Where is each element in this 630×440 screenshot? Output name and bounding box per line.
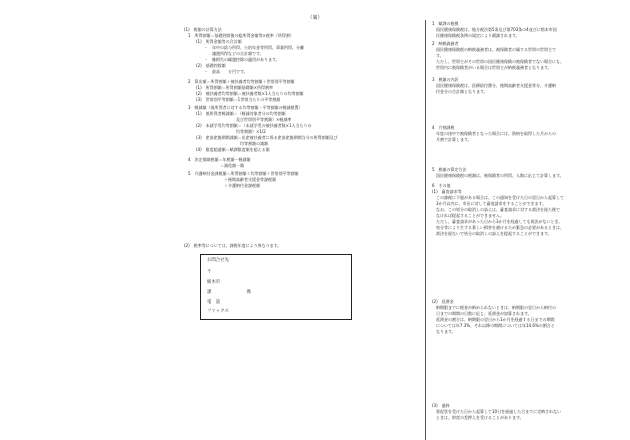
right-line: なければ提起することができません。 — [432, 213, 505, 218]
left-line: (1) 所得金額等の合計額 — [196, 39, 242, 44]
left-line: ・ 雑損失の繰越控除の適用があります。 — [204, 57, 280, 62]
right-line: ときは、財産の差押えを受けることがあります。 — [432, 415, 524, 420]
right-line: す。 — [432, 53, 444, 58]
right-line: 年度の途中で被保険者となった場合には、資格を取得した月からの — [432, 131, 556, 136]
right-line: (3) 過料 — [432, 403, 450, 408]
left-line: (1) 所得割額＝所得割額基礎額×所得割率 — [196, 85, 274, 90]
right-line: なります。 — [432, 329, 456, 334]
left-line: 2 算出額＝所得割額＋被扶養者均等割額＋世帯別平等割額 — [188, 79, 295, 84]
right-line: 国民健康保険税は、医療給付費分、後期高齢者支援金等分、介護納 — [432, 83, 556, 88]
left-line: ＋後期高齢者支援金等課税額 — [188, 177, 276, 182]
right-line: 督促状を受けた日から起算して10日を経過した日までに完納されない — [432, 409, 562, 414]
right-line: 民健康保険税条例の規定により賦課されます。 — [432, 33, 520, 38]
right-line: 国民健康保険税の税額は、被保険者の所得、人数に応じて計算します。 — [432, 173, 564, 178]
left-line: (2) 基礎控除額 — [196, 63, 226, 68]
left-line: (1) 税額の計算方法 — [184, 27, 222, 32]
right-line: 世帯内に被保険者がいる場合は世帯主が納税義務者となります。 — [432, 65, 552, 70]
left-line: 5 介護納付金課税額＝所得割額＋均等割額＋世帯別平等割額 — [188, 171, 299, 176]
contact-tel: 電 話 — [207, 300, 221, 305]
contact-dept: 課 係 — [207, 290, 251, 295]
left-line: ・ 最高 万円です。 — [204, 69, 248, 74]
left-line: 4 決定保険税額＝年税額－軽減額 — [188, 157, 251, 162]
contact-title: お問合せ先 — [207, 258, 229, 263]
left-line: (2) 未就学児均等割額＝（未就学児の被扶養者数×1人当たりの — [196, 123, 312, 128]
right-line: 月割で計算します。 — [432, 137, 472, 142]
right-line: 4 月割課税 — [432, 125, 455, 130]
contact-postal: 〒 — [207, 270, 212, 275]
left-line: ・ 年中の給与所得、公的年金等所得、事業所得、分離 — [204, 45, 304, 50]
left-line: 3 軽減額（低所得者に対する均等割額・平等割額の軽減措置） — [188, 105, 303, 110]
right-line: 国民健康保険税の納税義務者は、被保険者の属する世帯の世帯主で — [432, 47, 556, 52]
contact-box — [200, 254, 352, 320]
right-line: 5 税額の算定方法 — [432, 167, 467, 172]
right-line: 3か月以内に、市長に対して審査請求をすることができます。 — [432, 201, 547, 206]
left-line: 均等割額）×1/2 — [196, 129, 266, 134]
contact-fax: ファックス — [207, 309, 229, 314]
right-line: 納期限までに税金が納められないときは、納期限の翌日から納付の — [432, 305, 556, 310]
contact-office: 栃木市 — [207, 280, 221, 285]
left-line: (2) 被扶養者均等割額＝被扶養者数×1人当たりの均等割額 — [196, 91, 304, 96]
right-line: 裁決を経ないで処分の取消しの訴えを提起することができます。 — [432, 231, 552, 236]
right-line: 2 納税義務者 — [432, 41, 459, 46]
right-line: 処分等により生ずる著しい損害を避けるため緊急の必要があるときは、 — [432, 225, 564, 230]
left-line: ＝減免額－額 — [188, 163, 244, 168]
right-line: 国民健康保険税は、地方税法第5条及び第703条の4並びに栃木市国 — [432, 27, 557, 32]
left-line: (4) 限度超過額＝賦課限度額を超える額 — [196, 147, 270, 152]
right-line: 3 税額の内訳 — [432, 77, 459, 82]
right-line: 日までの期間の日数に応じ、延滞金が加算されます。 — [432, 311, 532, 316]
right-line: 延滞金の割合は、納期限の翌日から1か月を経過する日までの期間 — [432, 317, 555, 322]
left-line: 1 所得割額＝基礎控除後の総所得金額等×税率（所得割） — [188, 33, 294, 38]
left-line: (3) 産前産後期間減額＝出産被扶養者に係る産前産後期間当分の所得割額及び — [196, 135, 338, 140]
page-header: （裏） — [307, 15, 323, 21]
left-line: ＋介護納付金課税額 — [188, 183, 260, 188]
right-line: 6 その他 — [432, 183, 451, 188]
left-line: 均等割額の減額 — [196, 141, 268, 146]
right-line: ただし、審査請求があった日から3か月を経過しても裁決がないとき、 — [432, 219, 563, 224]
left-line: 及び世帯別平等割額）×軽減率 — [196, 117, 292, 122]
right-line: (2) 延滞金 — [432, 299, 454, 304]
right-line: については年7.3%、それ以降の期間については年14.6%の割合と — [432, 323, 555, 328]
left-line: (3) 世帯別平等割額＝1世帯当たりの平等割額 — [196, 97, 281, 102]
left-line: (1) 低所得者軽減額＝（軽減対象者分の均等割額 — [196, 111, 286, 116]
right-line: なお、この処分の取消しの訴えは、審査請求に対する裁決を経た後で — [432, 207, 560, 212]
right-line: この課税に不服がある場合は、この通知を受けた日の翌日から起算して — [432, 195, 564, 200]
column-divider — [425, 20, 426, 440]
right-line: ただし、世帯主がその世帯の国民健康保険の被保険者でない場合にも、 — [432, 59, 564, 64]
left-line: 譲渡所得などの合計額です。 — [204, 51, 264, 56]
right-line: (1) 審査請求等 — [432, 189, 462, 194]
right-line: 1 賦課の根拠 — [432, 21, 459, 26]
right-line: 付金分の合計額となります。 — [432, 89, 488, 94]
tax-rate-note: (2) 税率等については、課税年度により異なります。 — [184, 243, 282, 248]
